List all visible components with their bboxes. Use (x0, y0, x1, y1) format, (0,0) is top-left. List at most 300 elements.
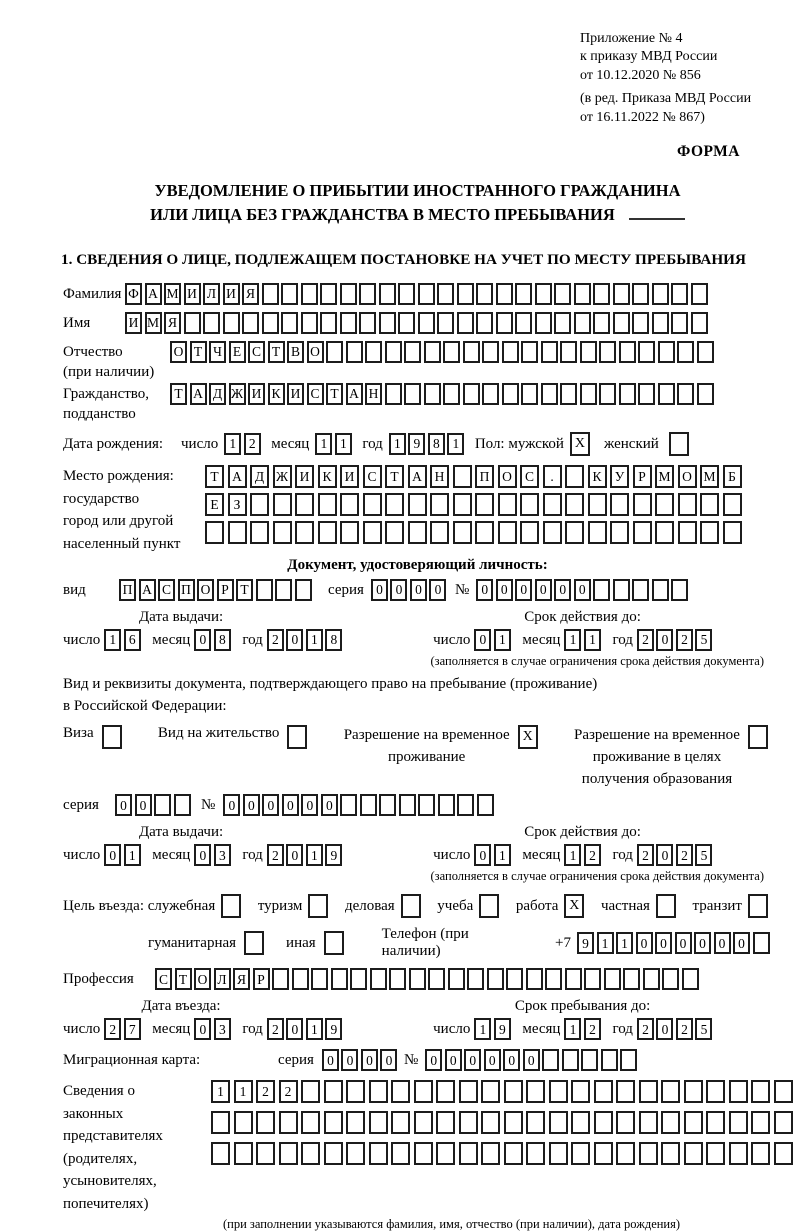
char-cell[interactable] (154, 794, 171, 816)
checkbox-cell[interactable]: X (564, 894, 584, 918)
char-cell[interactable] (340, 493, 359, 516)
char-cell[interactable] (398, 312, 415, 334)
char-cell[interactable]: 1 (447, 433, 464, 455)
char-cell[interactable]: А (346, 383, 363, 405)
char-cell[interactable] (481, 1080, 500, 1103)
char-cell[interactable] (565, 465, 584, 488)
char-cell[interactable] (369, 1142, 388, 1165)
char-cell[interactable]: 1 (494, 844, 511, 866)
char-cell[interactable]: О (498, 465, 517, 488)
char-cell[interactable]: 0 (476, 579, 493, 601)
char-cell[interactable] (459, 1111, 478, 1134)
char-cell[interactable] (498, 493, 517, 516)
char-cell[interactable] (404, 383, 421, 405)
checkbox-cell[interactable] (244, 931, 264, 955)
char-cell[interactable] (526, 1080, 545, 1103)
char-cell[interactable] (599, 383, 616, 405)
char-cell[interactable]: С (520, 465, 539, 488)
char-cell[interactable]: 0 (675, 932, 692, 954)
char-cell[interactable] (616, 1111, 635, 1134)
char-cell[interactable] (370, 968, 387, 990)
char-cell[interactable] (706, 1111, 725, 1134)
char-cell[interactable]: 9 (577, 932, 594, 954)
char-cell[interactable]: 1 (104, 629, 121, 651)
char-cell[interactable] (414, 1080, 433, 1103)
char-cell[interactable] (418, 794, 435, 816)
char-cell[interactable]: О (307, 341, 324, 363)
char-cell[interactable] (279, 1142, 298, 1165)
char-cell[interactable]: 2 (267, 844, 284, 866)
char-cell[interactable]: 9 (325, 844, 342, 866)
char-cell[interactable]: А (139, 579, 156, 601)
char-cell[interactable] (391, 1142, 410, 1165)
checkbox-cell[interactable] (479, 894, 499, 918)
char-cell[interactable]: К (588, 465, 607, 488)
char-cell[interactable]: 0 (223, 794, 240, 816)
char-cell[interactable] (424, 341, 441, 363)
char-cell[interactable]: 0 (445, 1049, 462, 1071)
char-cell[interactable] (250, 493, 269, 516)
char-cell[interactable]: 0 (194, 844, 211, 866)
char-cell[interactable] (301, 283, 318, 305)
char-cell[interactable]: 2 (244, 433, 261, 455)
char-cell[interactable] (281, 312, 298, 334)
char-cell[interactable] (256, 1111, 275, 1134)
char-cell[interactable]: 0 (410, 579, 427, 601)
char-cell[interactable] (684, 1142, 703, 1165)
char-cell[interactable] (346, 341, 363, 363)
char-cell[interactable] (521, 383, 538, 405)
char-cell[interactable]: К (268, 383, 285, 405)
char-cell[interactable] (774, 1080, 793, 1103)
char-cell[interactable] (506, 968, 523, 990)
char-cell[interactable] (409, 968, 426, 990)
char-cell[interactable]: О (194, 968, 211, 990)
char-cell[interactable] (301, 1111, 320, 1134)
char-cell[interactable] (476, 283, 493, 305)
char-cell[interactable] (301, 312, 318, 334)
char-cell[interactable] (562, 1049, 579, 1071)
char-cell[interactable]: А (190, 383, 207, 405)
char-cell[interactable] (684, 1111, 703, 1134)
checkbox-cell[interactable] (401, 894, 421, 918)
char-cell[interactable]: 8 (325, 629, 342, 651)
char-cell[interactable] (729, 1142, 748, 1165)
char-cell[interactable] (324, 1080, 343, 1103)
char-cell[interactable] (652, 312, 669, 334)
char-cell[interactable] (554, 312, 571, 334)
char-cell[interactable]: 0 (301, 794, 318, 816)
char-cell[interactable] (487, 968, 504, 990)
char-cell[interactable] (320, 283, 337, 305)
char-cell[interactable] (453, 521, 472, 544)
char-cell[interactable]: 2 (267, 1018, 284, 1040)
char-cell[interactable] (691, 312, 708, 334)
char-cell[interactable] (655, 493, 674, 516)
char-cell[interactable]: 0 (425, 1049, 442, 1071)
char-cell[interactable] (632, 579, 649, 601)
char-cell[interactable] (677, 341, 694, 363)
char-cell[interactable]: И (295, 465, 314, 488)
char-cell[interactable]: 0 (286, 844, 303, 866)
char-cell[interactable] (616, 1080, 635, 1103)
char-cell[interactable] (581, 1049, 598, 1071)
char-cell[interactable]: 1 (597, 932, 614, 954)
char-cell[interactable] (272, 968, 289, 990)
char-cell[interactable]: У (610, 465, 629, 488)
char-cell[interactable] (723, 493, 742, 516)
char-cell[interactable] (436, 1111, 455, 1134)
char-cell[interactable] (463, 383, 480, 405)
char-cell[interactable]: 3 (214, 1018, 231, 1040)
char-cell[interactable]: Ф (125, 283, 142, 305)
char-cell[interactable] (481, 1111, 500, 1134)
char-cell[interactable] (729, 1080, 748, 1103)
char-cell[interactable] (340, 312, 357, 334)
char-cell[interactable] (463, 341, 480, 363)
char-cell[interactable] (438, 794, 455, 816)
char-cell[interactable]: М (145, 312, 162, 334)
char-cell[interactable] (571, 1080, 590, 1103)
char-cell[interactable] (652, 283, 669, 305)
char-cell[interactable] (457, 312, 474, 334)
char-cell[interactable] (346, 1111, 365, 1134)
char-cell[interactable]: Р (633, 465, 652, 488)
char-cell[interactable] (613, 579, 630, 601)
char-cell[interactable] (504, 1080, 523, 1103)
char-cell[interactable]: 1 (335, 433, 352, 455)
char-cell[interactable] (414, 1111, 433, 1134)
char-cell[interactable] (385, 521, 404, 544)
char-cell[interactable] (706, 1080, 725, 1103)
char-cell[interactable]: 2 (584, 1018, 601, 1040)
char-cell[interactable] (389, 968, 406, 990)
char-cell[interactable] (292, 968, 309, 990)
char-cell[interactable]: 1 (306, 629, 323, 651)
char-cell[interactable]: 2 (584, 844, 601, 866)
char-cell[interactable] (275, 579, 292, 601)
char-cell[interactable] (633, 493, 652, 516)
char-cell[interactable]: Н (365, 383, 382, 405)
char-cell[interactable]: Д (250, 465, 269, 488)
char-cell[interactable]: Е (205, 493, 224, 516)
char-cell[interactable] (639, 1142, 658, 1165)
char-cell[interactable] (320, 312, 337, 334)
char-cell[interactable]: Т (385, 465, 404, 488)
char-cell[interactable]: 7 (124, 1018, 141, 1040)
char-cell[interactable] (475, 493, 494, 516)
char-cell[interactable] (475, 521, 494, 544)
char-cell[interactable]: Я (242, 283, 259, 305)
char-cell[interactable] (453, 493, 472, 516)
char-cell[interactable]: О (678, 465, 697, 488)
char-cell[interactable] (580, 341, 597, 363)
char-cell[interactable] (205, 521, 224, 544)
char-cell[interactable] (301, 1142, 320, 1165)
char-cell[interactable]: А (228, 465, 247, 488)
char-cell[interactable]: 1 (494, 629, 511, 651)
char-cell[interactable] (346, 1142, 365, 1165)
char-cell[interactable] (619, 383, 636, 405)
char-cell[interactable]: 2 (637, 1018, 654, 1040)
char-cell[interactable]: 0 (341, 1049, 358, 1071)
checkbox-cell[interactable] (221, 894, 241, 918)
char-cell[interactable]: 1 (474, 1018, 491, 1040)
char-cell[interactable] (482, 341, 499, 363)
char-cell[interactable]: Н (430, 465, 449, 488)
char-cell[interactable]: 2 (279, 1080, 298, 1103)
char-cell[interactable] (318, 493, 337, 516)
char-cell[interactable]: С (363, 465, 382, 488)
char-cell[interactable] (697, 341, 714, 363)
char-cell[interactable] (543, 493, 562, 516)
char-cell[interactable] (545, 968, 562, 990)
char-cell[interactable] (453, 465, 472, 488)
char-cell[interactable] (633, 521, 652, 544)
char-cell[interactable] (593, 283, 610, 305)
char-cell[interactable]: 1 (234, 1080, 253, 1103)
char-cell[interactable]: 0 (371, 579, 388, 601)
char-cell[interactable] (623, 968, 640, 990)
char-cell[interactable] (571, 1111, 590, 1134)
char-cell[interactable] (638, 341, 655, 363)
char-cell[interactable] (502, 341, 519, 363)
char-cell[interactable] (774, 1111, 793, 1134)
char-cell[interactable]: 0 (503, 1049, 520, 1071)
char-cell[interactable] (295, 521, 314, 544)
char-cell[interactable]: 0 (733, 932, 750, 954)
char-cell[interactable]: С (307, 383, 324, 405)
char-cell[interactable] (234, 1142, 253, 1165)
checkbox-cell[interactable] (669, 432, 689, 456)
char-cell[interactable] (408, 493, 427, 516)
char-cell[interactable]: 1 (211, 1080, 230, 1103)
char-cell[interactable] (379, 794, 396, 816)
char-cell[interactable]: 0 (322, 1049, 339, 1071)
char-cell[interactable] (459, 1142, 478, 1165)
char-cell[interactable]: М (164, 283, 181, 305)
char-cell[interactable]: 0 (380, 1049, 397, 1071)
char-cell[interactable]: Ж (273, 465, 292, 488)
char-cell[interactable] (526, 1111, 545, 1134)
char-cell[interactable]: 8 (214, 629, 231, 651)
char-cell[interactable]: 1 (616, 932, 633, 954)
char-cell[interactable]: 0 (474, 844, 491, 866)
char-cell[interactable] (404, 341, 421, 363)
char-cell[interactable]: Т (326, 383, 343, 405)
char-cell[interactable]: М (700, 465, 719, 488)
char-cell[interactable]: 1 (306, 1018, 323, 1040)
char-cell[interactable] (632, 283, 649, 305)
char-cell[interactable] (228, 521, 247, 544)
char-cell[interactable] (174, 794, 191, 816)
char-cell[interactable]: Я (164, 312, 181, 334)
char-cell[interactable]: Ч (209, 341, 226, 363)
char-cell[interactable] (574, 312, 591, 334)
char-cell[interactable] (520, 521, 539, 544)
char-cell[interactable]: 0 (104, 844, 121, 866)
char-cell[interactable]: А (408, 465, 427, 488)
char-cell[interactable]: 0 (115, 794, 132, 816)
checkbox-cell[interactable] (324, 931, 344, 955)
char-cell[interactable] (588, 493, 607, 516)
char-cell[interactable] (593, 312, 610, 334)
char-cell[interactable] (691, 283, 708, 305)
checkbox-cell[interactable] (748, 894, 768, 918)
char-cell[interactable] (430, 521, 449, 544)
char-cell[interactable]: 1 (564, 629, 581, 651)
char-cell[interactable]: 0 (390, 579, 407, 601)
char-cell[interactable]: 0 (286, 1018, 303, 1040)
char-cell[interactable] (331, 968, 348, 990)
char-cell[interactable] (346, 1080, 365, 1103)
char-cell[interactable]: 0 (656, 844, 673, 866)
char-cell[interactable] (643, 968, 660, 990)
char-cell[interactable] (430, 493, 449, 516)
char-cell[interactable]: 0 (286, 629, 303, 651)
char-cell[interactable] (751, 1080, 770, 1103)
char-cell[interactable]: 0 (523, 1049, 540, 1071)
char-cell[interactable]: И (125, 312, 142, 334)
char-cell[interactable] (565, 493, 584, 516)
char-cell[interactable]: Т (268, 341, 285, 363)
char-cell[interactable] (549, 1111, 568, 1134)
char-cell[interactable] (295, 579, 312, 601)
char-cell[interactable]: Т (236, 579, 253, 601)
char-cell[interactable] (424, 383, 441, 405)
char-cell[interactable] (379, 312, 396, 334)
char-cell[interactable] (610, 521, 629, 544)
char-cell[interactable] (481, 1142, 500, 1165)
char-cell[interactable] (279, 1111, 298, 1134)
char-cell[interactable] (560, 341, 577, 363)
char-cell[interactable] (391, 1111, 410, 1134)
char-cell[interactable] (751, 1142, 770, 1165)
char-cell[interactable] (521, 341, 538, 363)
char-cell[interactable]: 0 (262, 794, 279, 816)
char-cell[interactable] (520, 493, 539, 516)
char-cell[interactable] (594, 1080, 613, 1103)
char-cell[interactable]: 0 (484, 1049, 501, 1071)
char-cell[interactable]: 0 (656, 1018, 673, 1040)
char-cell[interactable]: В (287, 341, 304, 363)
char-cell[interactable] (365, 341, 382, 363)
char-cell[interactable] (443, 383, 460, 405)
char-cell[interactable] (398, 283, 415, 305)
char-cell[interactable] (295, 493, 314, 516)
char-cell[interactable]: А (145, 283, 162, 305)
char-cell[interactable] (502, 383, 519, 405)
char-cell[interactable]: 1 (315, 433, 332, 455)
char-cell[interactable] (496, 312, 513, 334)
char-cell[interactable]: П (119, 579, 136, 601)
char-cell[interactable] (671, 312, 688, 334)
char-cell[interactable] (580, 383, 597, 405)
char-cell[interactable]: О (197, 579, 214, 601)
char-cell[interactable]: Р (253, 968, 270, 990)
char-cell[interactable]: Л (214, 968, 231, 990)
char-cell[interactable] (250, 521, 269, 544)
char-cell[interactable] (223, 312, 240, 334)
char-cell[interactable] (203, 312, 220, 334)
char-cell[interactable]: 2 (267, 629, 284, 651)
char-cell[interactable]: Т (170, 383, 187, 405)
char-cell[interactable]: 0 (574, 579, 591, 601)
char-cell[interactable] (436, 1080, 455, 1103)
char-cell[interactable]: 2 (637, 844, 654, 866)
char-cell[interactable]: 0 (714, 932, 731, 954)
char-cell[interactable] (639, 1080, 658, 1103)
char-cell[interactable] (459, 1080, 478, 1103)
char-cell[interactable]: 0 (655, 932, 672, 954)
char-cell[interactable]: 3 (214, 844, 231, 866)
char-cell[interactable]: 8 (428, 433, 445, 455)
char-cell[interactable]: Д (209, 383, 226, 405)
char-cell[interactable] (515, 312, 532, 334)
char-cell[interactable] (399, 794, 416, 816)
char-cell[interactable] (574, 283, 591, 305)
char-cell[interactable]: С (248, 341, 265, 363)
char-cell[interactable] (613, 312, 630, 334)
char-cell[interactable] (594, 1111, 613, 1134)
char-cell[interactable] (211, 1111, 230, 1134)
char-cell[interactable] (639, 1111, 658, 1134)
char-cell[interactable] (661, 1080, 680, 1103)
char-cell[interactable] (542, 1049, 559, 1071)
char-cell[interactable] (774, 1142, 793, 1165)
char-cell[interactable]: 0 (194, 629, 211, 651)
char-cell[interactable] (678, 521, 697, 544)
char-cell[interactable] (678, 493, 697, 516)
char-cell[interactable] (273, 521, 292, 544)
char-cell[interactable]: . (543, 465, 562, 488)
char-cell[interactable] (671, 579, 688, 601)
char-cell[interactable] (369, 1080, 388, 1103)
char-cell[interactable] (700, 493, 719, 516)
char-cell[interactable]: 9 (408, 433, 425, 455)
char-cell[interactable]: 0 (535, 579, 552, 601)
char-cell[interactable] (448, 968, 465, 990)
checkbox-cell[interactable] (748, 725, 768, 749)
char-cell[interactable] (504, 1111, 523, 1134)
char-cell[interactable] (340, 521, 359, 544)
char-cell[interactable] (350, 968, 367, 990)
char-cell[interactable] (437, 312, 454, 334)
char-cell[interactable]: О (170, 341, 187, 363)
char-cell[interactable] (477, 794, 494, 816)
char-cell[interactable]: 2 (676, 844, 693, 866)
char-cell[interactable]: 0 (496, 579, 513, 601)
char-cell[interactable]: К (318, 465, 337, 488)
char-cell[interactable] (482, 383, 499, 405)
char-cell[interactable]: 0 (282, 794, 299, 816)
char-cell[interactable] (526, 968, 543, 990)
char-cell[interactable]: И (223, 283, 240, 305)
char-cell[interactable] (751, 1111, 770, 1134)
char-cell[interactable]: З (228, 493, 247, 516)
char-cell[interactable]: 1 (389, 433, 406, 455)
char-cell[interactable] (616, 1142, 635, 1165)
char-cell[interactable]: 9 (494, 1018, 511, 1040)
char-cell[interactable] (753, 932, 770, 954)
char-cell[interactable]: 0 (694, 932, 711, 954)
char-cell[interactable]: 1 (564, 1018, 581, 1040)
char-cell[interactable] (700, 521, 719, 544)
char-cell[interactable]: 0 (429, 579, 446, 601)
char-cell[interactable] (184, 312, 201, 334)
char-cell[interactable] (504, 1142, 523, 1165)
char-cell[interactable] (262, 283, 279, 305)
